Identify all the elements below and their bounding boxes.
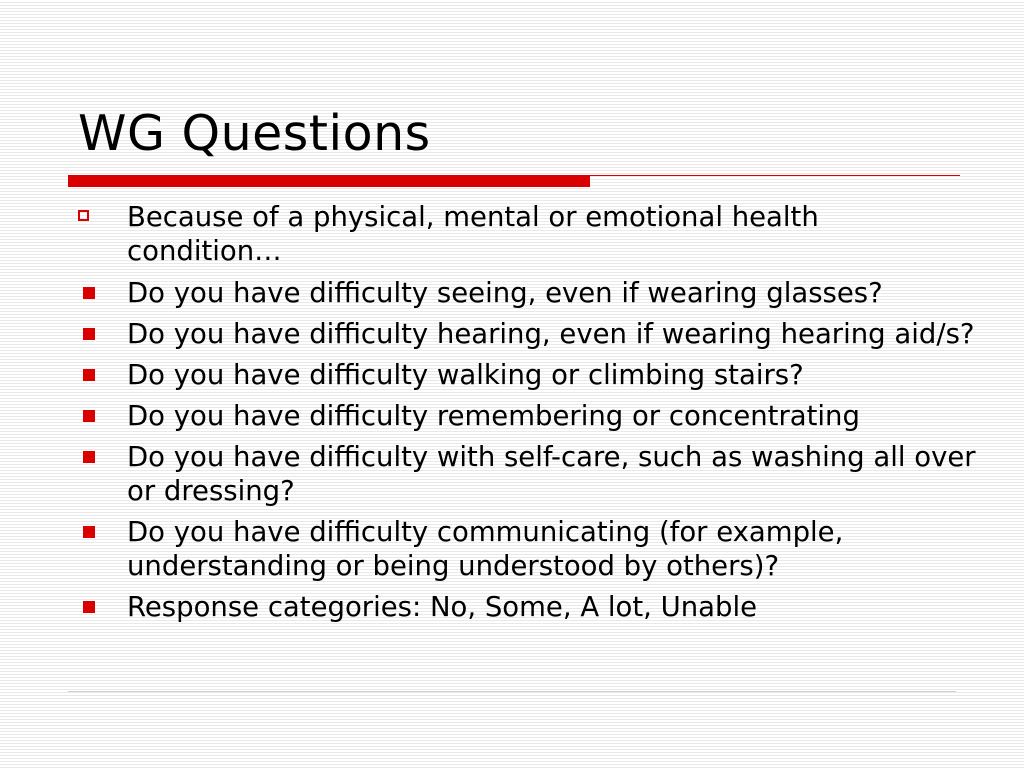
list-item-text: Do you have difficulty hearing, even if wearing hearing aid/s? — [127, 318, 975, 350]
list-item — [78, 590, 978, 624]
list-item — [78, 358, 978, 392]
list-item-text: Do you have difficulty with self-care, such as washing all over or dressing? — [127, 441, 976, 507]
filled-square-icon — [83, 369, 95, 381]
list-item-text: Do you have difficulty seeing, even if wearing glasses? — [127, 277, 883, 309]
question-list — [78, 276, 978, 624]
footer-divider — [68, 691, 956, 692]
list-item — [78, 515, 978, 583]
list-item-text: Do you have difficulty walking or climbing stairs? — [127, 359, 804, 391]
filled-square-icon — [83, 287, 95, 299]
filled-square-icon — [83, 451, 95, 463]
list-item — [78, 317, 978, 351]
list-item-text: Do you have difficulty communicating (for example, understanding or being understood by others)? — [127, 516, 844, 582]
list-item — [78, 276, 978, 310]
list-item — [78, 440, 978, 508]
list-item — [78, 399, 978, 433]
list-item-text: Response categories: No, Some, A lot, Unable — [127, 591, 758, 623]
list-item-text: Do you have difficulty remembering or concentrating — [127, 400, 860, 432]
slide-body — [78, 200, 978, 631]
slide-title: WG Questions — [78, 105, 431, 162]
filled-square-icon — [83, 410, 95, 422]
filled-square-icon — [83, 601, 95, 613]
filled-square-icon — [83, 328, 95, 340]
intro-text: Because of a physical, mental or emotional health condition… — [127, 201, 819, 267]
intro-bullet — [78, 200, 978, 268]
title-underline-thick — [68, 175, 590, 187]
filled-square-icon — [83, 526, 95, 538]
hollow-square-icon — [78, 210, 89, 221]
title-underline-thin — [590, 175, 960, 176]
